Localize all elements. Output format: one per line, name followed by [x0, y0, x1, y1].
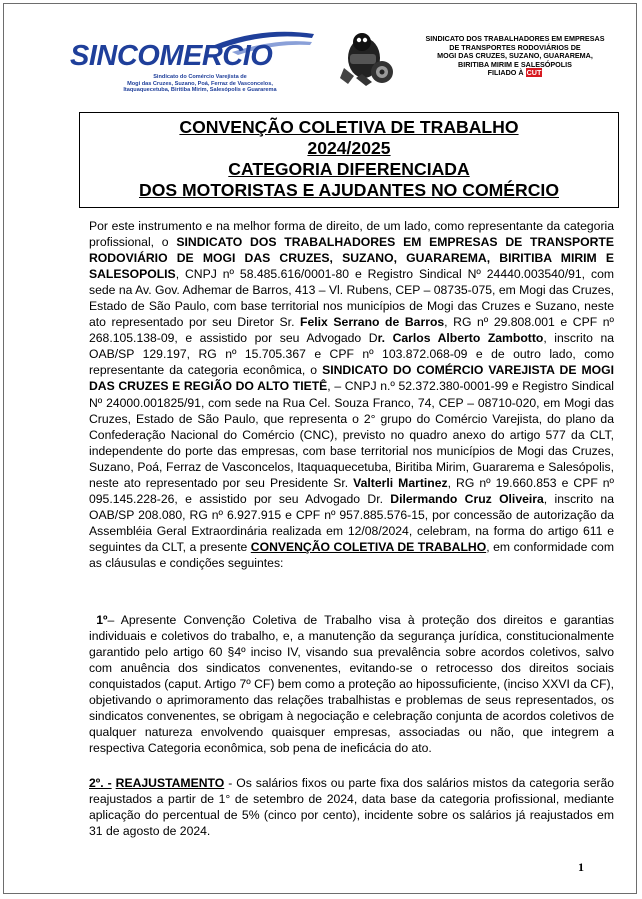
union-line: DE TRANSPORTES RODOVIÁRIOS DE: [449, 42, 581, 52]
clause-1: 1º– Apresente Convenção Coletiva de Trabalho visa à proteção dos direitos e garantias individuais e coletivos do trabalho, e, a manutenção da segurança jurídica, constitucionalmente garantido pelo artigo 60 §4º inciso IV, visando sua prevalência sobre acordos coletivos, salvo com anuência dos sindicatos convenentes, evitando-se o retrocesso dos direitos sociais conquistados (caput. Artigo 7º CF) bem como a proteção ao hipossuficiente, (inciso XXVI da CF), objetivando o aprimoramento das relações trabalhistas e problemas de seus representados, os sindicatos convenentes, se obrigam à negociação e celebração conjunta de acordos coletivos de qualquer natureza envolvendo quaisquer empresas, associadas ou não, que integrem a respectiva Categoria econômica, sob pena de ineficácia do ato.: [89, 613, 615, 756]
union-line: SINDICATO DOS TRABALHADORES EM EMPRESAS: [425, 34, 605, 43]
employer-lawyer-name: Dilermando Cruz Oliveira: [390, 491, 544, 506]
cut-badge: CUT: [526, 68, 542, 78]
director-name: Felix Serrano de Barros: [300, 315, 445, 330]
affiliation-line: [400, 69, 630, 78]
logo-subtitle: [80, 74, 320, 94]
affiliation-prefix: FILIADO À: [487, 68, 524, 78]
sincomercio-logo: [62, 24, 317, 92]
logo-word-suffix: COMERCIO: [116, 40, 273, 72]
clause-2: 2º. - REAJUSTAMENTO - Os salários fixos ou parte fixa dos salários mistos da categoria serão reajustados a partir de 1° de setembro de 2024, data base da categoria profissional, mediante aplicação do percentual de 5% (cinco por cento), incidente sobre os salários já reajustados em 31 de agosto de 2024.: [89, 776, 614, 839]
logo-sub-line: Sindicato do Comércio Varejista de: [153, 74, 247, 80]
union-mascot-icon: [336, 28, 398, 90]
clause-heading: REAJUSTAMENTO: [115, 776, 225, 790]
preamble-paragraph: Por este instrumento e na melhor forma de direito, de um lado, como representante da categoria profissional, o SINDICATO DOS TRABALHADORES EM EMPRESAS DE TRANSPORTE RODOVIÁRIO DE MOGI DAS CRUZES, SUZANO, GUARAREMA, BIRITIBA MIRIM E SALESOPOLIS, CNPJ nº 58.485.616/0001-80 e Registro Sindical Nº 24440.003540/91, com sede na Av. Gov. Adhemar de Barros, 413 – Vl. Rubens, CEP – 08735-075, em Mogi das Cruzes, Estado de São Paulo, com base territorial nos municípios de Mogi das Cruzes e Suzano, neste ato representado por seu Diretor Sr. Felix Serrano de Barros, RG nº 29.808.001 e CPF nº 268.105.138-09, e assistido por seu Advogado Dr. Carlos Alberto Zambotto, inscrito na OAB/SP 129.197, RG nº 15.705.367 e CPF nº 103.872.068-09 e de outro lado, como representante da categoria econômica, o SINDICATO DO COMÉRCIO VAREJISTA DE MOGI DAS CRUZES E REGIÃO DO ALTO TIETÊ, – CNPJ n.º 52.372.380-0001-99 e Registro Sindical Nº 24000.001825/91, com sede na Rua Cel. Souza Franco, 74, CEP – 08710-020, em Mogi das Cruzes, Estado de São Paulo, que representa o 2° grupo do Comércio Varejista, do plano da Confederação Nacional do Comércio (CNC), previsto no quadro anexo do artigo 577 da CLT, independente do porte das empresas, com base territorial nos municípios de Mogi das Cruzes, Suzano, Poá, Ferraz de Vasconcelos, Itaquaquecetuba, Biritiba Mirim, Guararema e Salesópolis, neste ato representado por seu Presidente Sr. Valterli Martinez, RG nº 19.660.853 e CPF nº 095.145.228-26, e assistido por seu Advogado Dr. Dilermando Cruz Oliveira, inscrito na OAB/SP 208.080, RG nº 6.927.915 e CPF nº 957.885.576-15, por concessão de autorização da Assembléia Geral Extraordinária realizada em 12/08/2024, celebram, na forma do artigo 611 e seguintes da CLT, a presente CONVENÇÃO COLETIVA DE TRABALHO, em conformidade com as cláusulas e condições seguintes:: [89, 219, 615, 570]
clause-number: 1º: [96, 613, 108, 627]
union-name: SINDICATO DOS TRABALHADORES EM EMPRESAS DE TRANSPORTE RODOVIÁRIO DE MOGI DAS CRUZES, SUZANO, GUARAREMA, BIRITIBA MIRIM E SALESOPOLIS: [89, 235, 614, 282]
president-name: Valterli Martinez: [353, 475, 448, 490]
title-line: DOS MOTORISTAS E AJUDANTES NO COMÉRCIO: [139, 180, 559, 200]
logo-word-prefix: SIN: [70, 40, 117, 72]
logo-sub-line: Mogi das Cruzes, Suzano, Poá, Ferraz de Vasconcelos,: [127, 80, 273, 87]
clause-number: 2º. -: [89, 776, 112, 790]
title-line: 2024/2025: [307, 138, 391, 158]
agreement-name: CONVENÇÃO COLETIVA DE TRABALHO: [250, 539, 487, 554]
lawyer-name: r. Carlos Alberto Zambotto: [377, 331, 544, 346]
union-line: BIRITIBA MIRIM E SALESÓPOLIS: [458, 59, 572, 69]
title-line: CONVENÇÃO COLETIVA DE TRABALHO: [179, 117, 519, 137]
logo-sub-line: Itaquaquecetuba, Biritiba Mirim, Salesópolis e Guararema: [123, 87, 277, 94]
logo-wordmark: [70, 40, 272, 73]
union-line: MOGI DAS CRUZES, SUZANO, GUARAREMA,: [437, 51, 593, 61]
title-line: CATEGORIA DIFERENCIADA: [228, 159, 470, 179]
union-header: [400, 35, 630, 78]
title-box: [79, 112, 619, 208]
employer-union-name: SINDICATO DO COMÉRCIO VAREJISTA DE MOGI DAS CRUZES E REGIÃO DO ALTO TIETÊ: [89, 363, 614, 394]
page-number: 1: [578, 860, 584, 874]
